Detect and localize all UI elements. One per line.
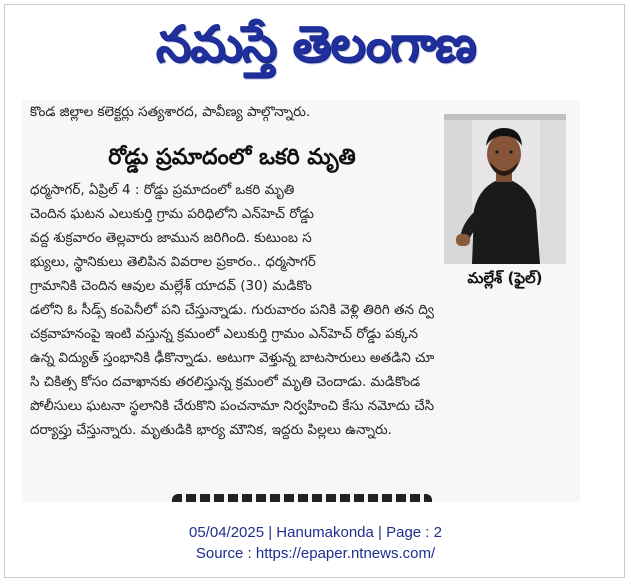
news-clipping: [22, 100, 580, 502]
article-line: వద్ద శుక్రవారం తెల్లవారు జామున జరిగింది. కుటుంబ స: [30, 230, 312, 246]
article-line: సి చికిత్స కోసం దవాఖానకు తరలిస్తున్న క్రమంలో మృతి చెందాడు. మడికొండ: [30, 374, 421, 390]
newspaper-masthead: నమస్తే తెలంగాణ: [155, 15, 476, 73]
article-line: ధర్మసాగర్, ఏప్రిల్ 4 : రోడ్డు ప్రమాదంలో ఒకరి మృతి: [30, 182, 295, 198]
article-line: దర్యాప్తు చేస్తున్నారు. మృతుడికి భార్య మౌనిక, ఇద్దరు పిల్లలు ఉన్నారు.: [30, 422, 392, 438]
article-headline: రోడ్డు ప్రమాదంలో ఒకరి మృతి: [108, 145, 356, 170]
article-line: డలోని ఓ సీడ్స్ కంపెనీలో పని చేస్తున్నాడు. గురువారం పనికి వెళ్లి తిరిగి తన ద్వి: [30, 302, 434, 318]
article-line: చెందిన ఘటన ఎలుకుర్తి గ్రామ పరిధిలోని ఎన్‌హెచ్ రోడ్డు: [30, 206, 314, 222]
article-line: భ్యులు, స్థానికులు తెలిపిన వివరాల ప్రకారం.. ధర్మసాగర్: [30, 254, 316, 270]
edition-date-line: 05/04/2025 | Hanumakonda | Page : 2: [189, 524, 442, 541]
article-line: గ్రామానికి చెందిన ఆవుల మల్లేశ్ యాదవ్ (30) మడికొం: [30, 278, 312, 294]
previous-article-tail: కొండ జిల్లాల కలెక్టర్లు సత్యశారద, పావీణ్య పాల్గొన్నారు.: [30, 104, 311, 120]
article-line: చక్రవాహనంపై ఇంటి వస్తున్న క్రమంలో ఎలుకుర్తి గ్రామం ఎన్‌హెచ్ రోడ్డు పక్కన: [30, 326, 418, 342]
source-link[interactable]: Source : https://epaper.ntnews.com/: [195, 545, 436, 562]
photo-caption: మల్లేశ్ (ఫైల్): [467, 269, 543, 287]
article-body: [30, 178, 570, 442]
article-line: పోలీసులు ఘటనా స్థలానికి చేరుకొని పంచనామా నిర్వహించి కేసు నమోదు చేసి: [30, 398, 435, 414]
truncated-next-headline: [172, 492, 432, 502]
article-line: ఉన్న విద్యుత్ స్తంభానికి ఢీకొన్నాడు. అటుగా వెళ్తున్న బాటసారులు అతడిని చూ: [30, 350, 435, 366]
